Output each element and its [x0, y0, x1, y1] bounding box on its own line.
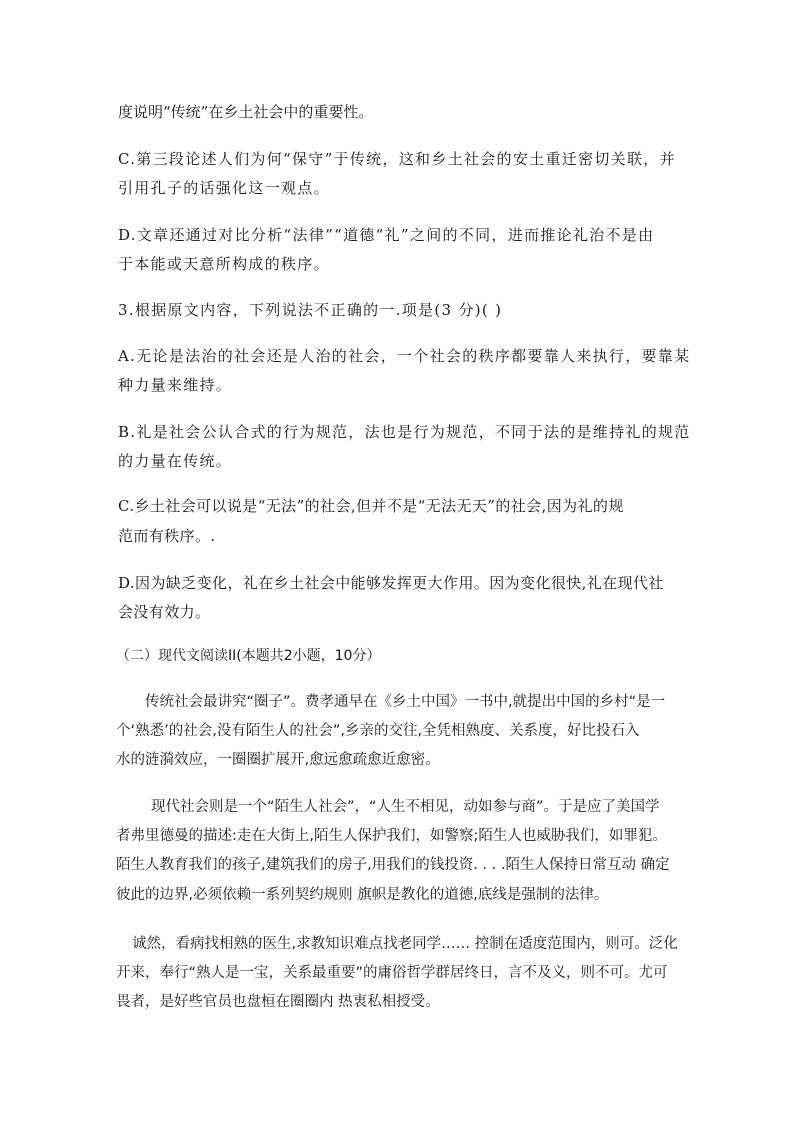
- paragraph-1-line-1: 传统社会最讲究“圈子”。费孝通早在《乡土中国》一书中,就提出中国的乡村“是一: [145, 694, 666, 710]
- q2-option-c-line-1: C.第三段论述人们为何“保守”于传统，这和乡土社会的安土重迁密切关联，并: [118, 150, 676, 168]
- q2-option-c-line-2: 引用孔子的话强化这一观点。: [118, 179, 330, 197]
- paragraph-1-line-3: 水的涟漪效应，一圈圈扩展开,愈远愈疏愈近愈密。: [116, 752, 440, 768]
- paragraph-3-line-2: 开来，奉行“熟人是一宝，关系最重要”的庸俗哲学群居终日，言不及义，则不可。尤可: [116, 965, 668, 981]
- q3-option-a-line-2: 种力量来维持。: [118, 376, 233, 394]
- q3-option-d-line-1: D.因为缺乏变化，礼在乡土社会中能够发挥更大作用。因为变化很快,礼在现代社: [118, 574, 664, 592]
- paragraph-1-line-2: 个‘熟悉’的社会,没有陌生人的社会”,乡亲的交往,全凭相熟度、关系度，好比投石入: [116, 723, 640, 739]
- q3-stem: 3.根据原文内容，下列说法不正确的一.项是(3 分)( ): [118, 301, 503, 319]
- q2-option-b-line-2: 度说明“传统”在乡土社会中的重要性。: [118, 103, 374, 121]
- q3-option-c-line-1: C.乡土社会可以说是“无法”的社会,但并不是“无法无天”的社会,因为礼的规: [118, 497, 624, 515]
- section-2-heading: （二）现代文阅读II(本题共2小题，10分）: [116, 648, 381, 664]
- paragraph-3-line-1: 诚然，看病找相熟的医生,求教知识难点找老同学…… 控制在适度范围内，则可。泛化: [132, 936, 678, 952]
- q2-option-d-line-1: D.文章还通过对比分析“法律”“道德“礼”之间的不同，进而推论礼治不是由: [118, 226, 655, 244]
- q3-option-a-line-1: A.无论是法治的社会还是人治的社会，一个社会的秩序都要靠人来执行，要靠某: [118, 347, 691, 365]
- paragraph-2-line-4: 彼此的边界,必须依赖一系列契约规则 旗帜是教化的道德,底线是强制的法律。: [116, 887, 609, 903]
- q3-option-c-line-2: 范而有秩序。.: [118, 527, 216, 545]
- paragraph-3-line-3: 畏者，是好些官员也盘桓在圈圈内 热衷私相授受。: [116, 994, 440, 1010]
- q2-option-d-line-2: 于本能或天意所构成的秩序。: [118, 255, 330, 273]
- q3-option-b-line-2: 的力量在传统。: [118, 452, 233, 470]
- q3-option-b-line-1: B.礼是社会公认合式的行为规范，法也是行为规范，不同于法的是维持礼的规范: [118, 423, 691, 441]
- paragraph-2-line-3: 陌生人教育我们的孩子,建筑我们的房子,用我们的钱投资. . . .陌生人保持日常互动 确定: [116, 857, 670, 873]
- q3-option-d-line-2: 会没有效力。: [118, 603, 211, 621]
- paragraph-2-line-2: 者弗里德曼的描述:走在大街上,陌生人保护我们，如警察;陌生人也威胁我们，如罪犯。: [116, 828, 667, 844]
- paragraph-2-line-1: 现代社会则是一个“陌生人社会”，“人生不相见，动如参与商”。于是应了美国学: [151, 799, 660, 815]
